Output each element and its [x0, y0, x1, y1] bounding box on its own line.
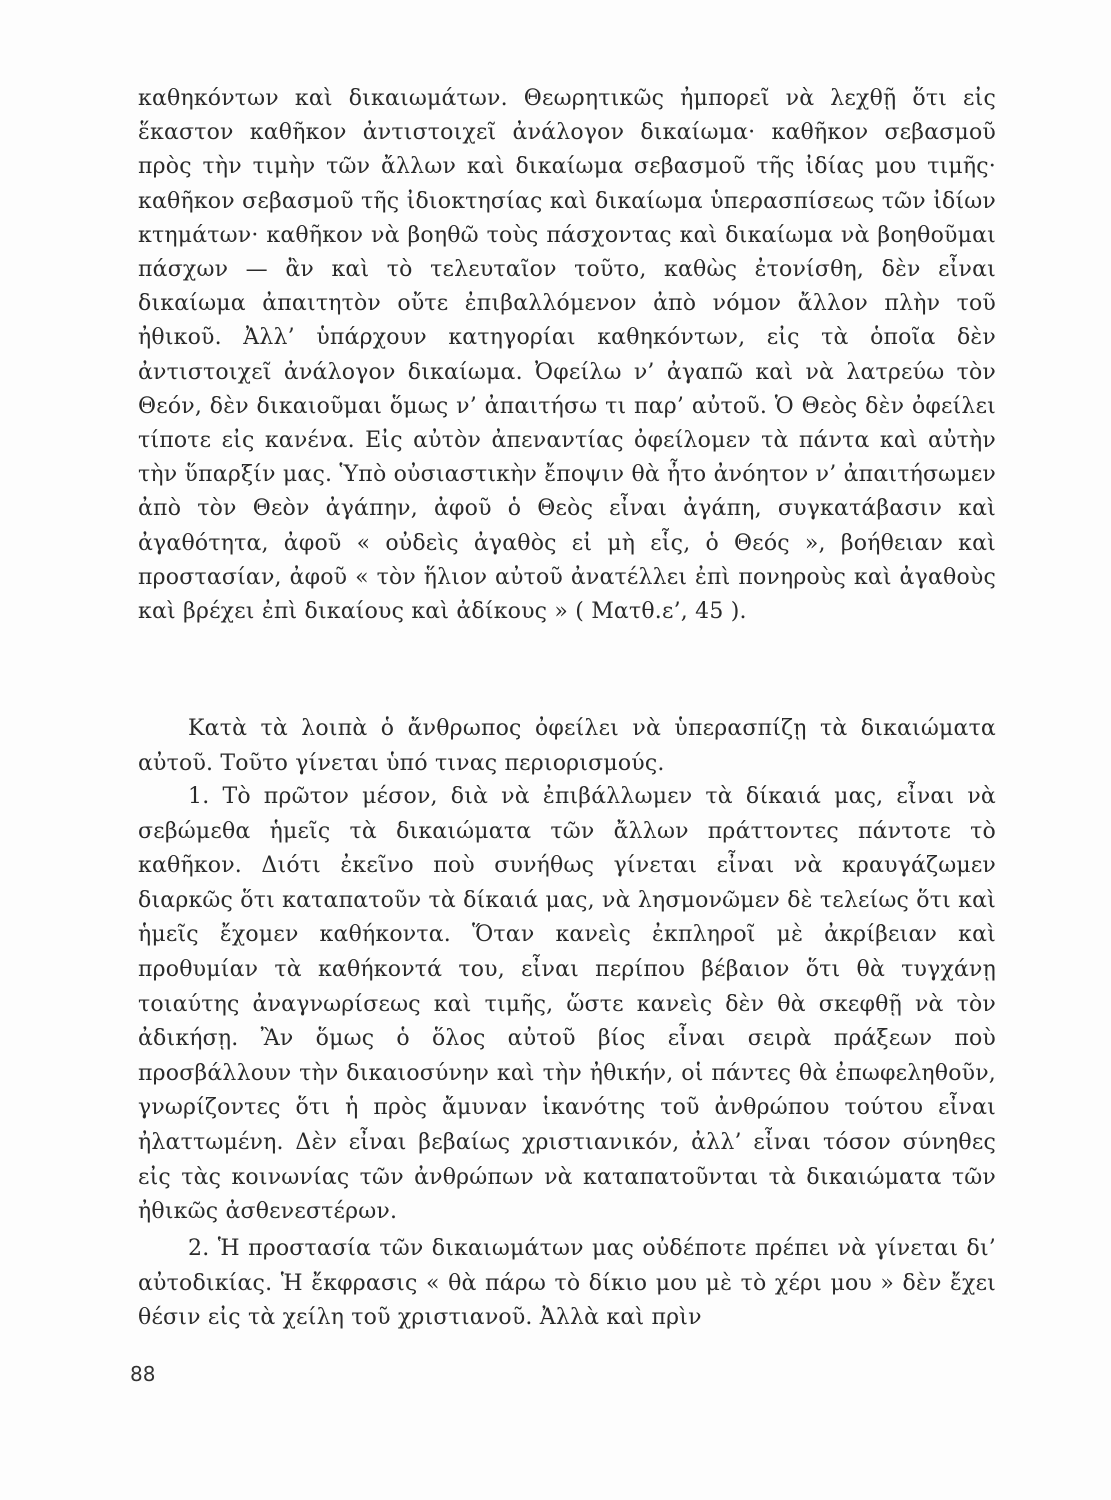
- paragraph-continuation: [138, 82, 996, 629]
- paragraph-point-2: [138, 1232, 996, 1336]
- paragraph-text: 1. Τὸ πρῶτον μέσον, διὰ νὰ ἐπιβάλλωμεν τὰ δίκαιά μας, εἶναι νὰ σεβώμεθα ἡμεῖς τὰ δικαιώματα τῶν ἄλλων πράττοντες πάντοτε τὸ καθῆκον. Διότι ἐκεῖνο ποὺ συνήθως γίνεται εἶναι νὰ κραυγάζωμεν διαρκῶς ὅτι καταπατοῦν τὰ δίκαιά μας, νὰ λησμονῶμεν δὲ τελείως ὅτι καὶ ἡμεῖς ἔχομεν καθήκοντα. Ὅταν κανεὶς ἐκπληροῖ μὲ ἀκρίβειαν καὶ προθυμίαν τὰ καθήκοντά του, εἶναι περίπου βέβαιον ὅτι θὰ τυγχάνῃ τοιαύτης ἀναγνωρίσεως καὶ τιμῆς, ὥστε κανεὶς δὲν θὰ σκεφθῇ νὰ τὸν ἀδικήσῃ. Ἂν ὅμως ὁ ὅλος αὐτοῦ βίος εἶναι σειρὰ πράξεων ποὺ προσβάλλουν τὴν δικαιοσύνην καὶ τὴν ἠθικήν, οἱ πάντες θὰ ἐπωφεληθοῦν, γνωρίζοντες ὅτι ἡ πρὸς ἄμυναν ἱκανότης τοῦ ἀνθρώπου τούτου εἶναι ἠλαττωμένη. Δὲν εἶναι βεβαίως χριστιανικόν, ἀλλ’ εἶναι τόσον σύνηθες εἰς τὰς κοινωνίας τῶν ἀνθρώπων νὰ καταπατοῦνται τὰ δικαιώματα τῶν ἠθικῶς ἀσθενεστέρων.: [138, 784, 996, 1225]
- paragraph-text: καθηκόντων καὶ δικαιωμάτων. Θεωρητικῶς ἠμπορεῖ νὰ λεχθῇ ὅτι εἰς ἕκαστον καθῆκον ἀντιστοιχεῖ ἀνάλογον δικαίωμα· καθῆκον σεβασμοῦ πρὸς τὴν τιμὴν τῶν ἄλλων καὶ δικαίωμα σεβασμοῦ τῆς ἰδίας μου τιμῆς· καθῆκον σεβασμοῦ τῆς ἰδιοκτησίας καὶ δικαίωμα ὑπερασπίσεως τῶν ἰδίων κτημάτων· καθῆκον νὰ βοηθῶ τοὺς πάσχοντας καὶ δικαίωμα νὰ βοηθοῦμαι πάσχων — ἂν καὶ τὸ τελευταῖον τοῦτο, καθὼς ἐτονίσθη, δὲν εἶναι δικαίωμα ἀπαιτητὸν οὔτε ἐπιβαλλόμενον ἀπὸ νόμον ἄλλον πλὴν τοῦ ἠθικοῦ. Ἀλλ’ ὑπάρχουν κατηγορίαι καθηκόντων, εἰς τὰ ὁποῖα δὲν ἀντιστοιχεῖ ἀνάλογον δικαίωμα. Ὀφείλω ν’ ἀγαπῶ καὶ νὰ λατρεύω τὸν Θεόν, δὲν δικαιοῦμαι ὅμως ν’ ἀπαιτήσω τι παρ’ αὐτοῦ. Ὁ Θεὸς δὲν ὀφείλει τίποτε εἰς κανένα. Εἰς αὐτὸν ἀπεναντίας ὀφείλομεν τὰ πάντα καὶ αὐτὴν τὴν ὕπαρξίν μας. Ὑπὸ οὐσιαστικὴν ἔποψιν θὰ ἦτο ἀνόητον ν’ ἀπαιτήσωμεν ἀπὸ τὸν Θεὸν ἀγάπην, ἀφοῦ ὁ Θεὸς εἶναι ἀγάπη, συγκατάβασιν καὶ ἀγαθότητα, ἀφοῦ « οὐδεὶς ἀγαθὸς εἰ μὴ εἷς, ὁ Θεός », βοήθειαν καὶ προστασίαν, ἀφοῦ « τὸν ἥλιον αὐτοῦ ἀνατέλλει ἐπὶ πονηροὺς καὶ ἀγαθοὺς καὶ βρέχει ἐπὶ δικαίους καὶ ἀδίκους » ( Ματθ.ε’, 45 ).: [138, 86, 996, 625]
- paragraph-point-1: [138, 780, 996, 1230]
- paragraph-text: 2. Ἡ προστασία τῶν δικαιωμάτων μας οὐδέποτε πρέπει νὰ γίνεται δι’ αὐτοδικίας. Ἡ ἔκφρασις « θὰ πάρω τὸ δίκιο μου μὲ τὸ χέρι μου » δὲν ἔχει θέσιν εἰς τὰ χείλη τοῦ χριστιανοῦ. Ἀλλὰ καὶ πρὶν: [138, 1236, 996, 1331]
- paragraph-text: Κατὰ τὰ λοιπὰ ὁ ἄνθρωπος ὀφείλει νὰ ὑπερασπίζῃ τὰ δικαιώματα αὐτοῦ. Τοῦτο γίνεται ὑπό τινας περιορισμούς.: [138, 716, 996, 776]
- page-number: 88: [130, 1362, 156, 1386]
- paragraph-rights-defense: [138, 712, 996, 781]
